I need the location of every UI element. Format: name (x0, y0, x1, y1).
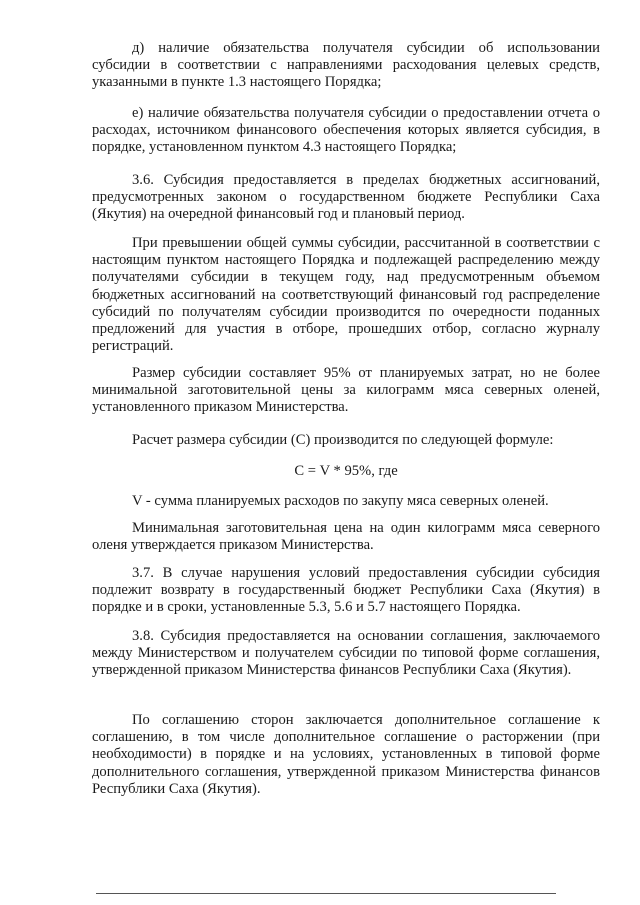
paragraph-3-8: 3.8. Субсидия предоставляется на основании соглашения, заключаемого между Министерством и получателем субсидии по типовой форме соглашения, утвержденной приказом Министерства финансов Республики Саха (Якутия). (92, 628, 600, 679)
footer-divider (96, 893, 556, 894)
paragraph-item-d: д) наличие обязательства получателя субсидии об использовании субсидии в соответствии с направлениями расходования целевых средств, указанными в пункте 1.3 настоящего Порядка; (92, 40, 600, 91)
formula: С = V * 95%, где (294, 463, 398, 479)
paragraph-v-definition: V - сумма планируемых расходов по закупу мяса северных оленей. (132, 493, 549, 509)
paragraph-3-7: 3.7. В случае нарушения условий предоставления субсидии субсидия подлежит возврату в государственный бюджет Республики Саха (Якутия) в порядке и в сроки, установленные 5.3, 5.6 и 5.7 настоящего Порядка. (92, 565, 600, 616)
paragraph-excess-distribution: При превышении общей суммы субсидии, рассчитанной в соответствии с настоящим пунктом настоящего Порядка и подлежащей распределению между получателями субсидии в текущем году, над предусмотренным объемом бюджетных ассигнований на соответствующий финансовый год распределение субсидий по получателям субсидии производится по очередности поданных предложений для участия в отборе, прошедших отбор, согласно журналу регистраций. (92, 235, 600, 355)
paragraph-calculation: Расчет размера субсидии (С) производится по следующей формуле: (132, 432, 554, 448)
paragraph-additional-agreement: По соглашению сторон заключается дополнительное соглашение к соглашению, в том числе дополнительное соглашение о расторжении (при необходимости) в порядке и на условиях, установленных в типовой форме дополнительного соглашения, утвержденной приказом Министерства финансов Республики Саха (Якутия). (92, 712, 600, 797)
paragraph-item-e: е) наличие обязательства получателя субсидии о предоставлении отчета о расходах, источником финансового обеспечения которых является субсидия, в порядке, установленном пунктом 4.3 настоящего Порядка; (92, 105, 600, 156)
paragraph-subsidy-size: Размер субсидии составляет 95% от планируемых затрат, но не более минимальной заготовительной цены за килограмм мяса северных оленей, установленного приказом Министерства. (92, 365, 600, 416)
paragraph-min-price: Минимальная заготовительная цена на один килограмм мяса северного оленя утверждается приказом Министерства. (92, 520, 600, 554)
paragraph-3-6: 3.6. Субсидия предоставляется в пределах бюджетных ассигнований, предусмотренных законом о государственном бюджете Республики Саха (Якутия) на очередной финансовый год и плановый период. (92, 172, 600, 223)
